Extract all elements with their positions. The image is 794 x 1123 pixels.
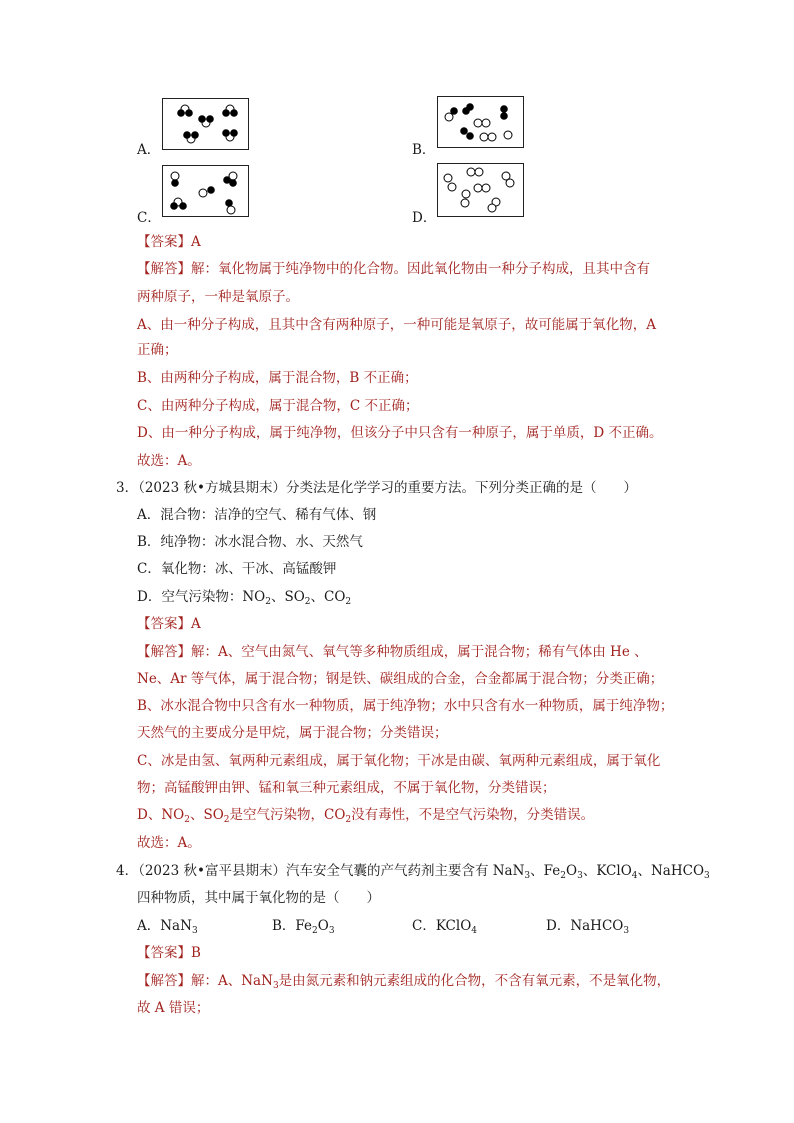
molecule-diagram-b (438, 97, 523, 147)
molecule-diagram-d (438, 164, 523, 216)
q3-analysis-line-6: 物；高锰酸钾由钾、锰和氧三种元素组成，不属于氧化物，分类错误； (137, 780, 556, 796)
molecule-diagram-a (163, 99, 248, 149)
q3-stem: 3．（2023 秋•方城县期末）分类法是化学学习的重要方法。下列分类正确的是（ ） (116, 480, 637, 496)
q3-analysis-line-7: D、$NO_2$、$SO_2$是空气污染物，$CO_2$没有毒性，不是空气污染物，分类错误。 (137, 807, 595, 825)
option-a-label: A． (137, 142, 161, 158)
option-d-label: D． (412, 210, 437, 226)
analysis-tag: 【解答】 (137, 973, 191, 989)
q3-analysis-line-1: 【解答】解：A、空气由氮气、氧气等多种物质组成，属于混合物；稀有气体由 He 、 (137, 644, 648, 660)
q3-option-d: D．空气污染物：$NO_2$、$SO_2$、$CO_2$ (137, 589, 352, 607)
q2-analysis-line-5: B、由两种分子构成，属于混合物，B 不正确； (137, 370, 418, 386)
option-d-diagram (437, 163, 524, 217)
analysis-tag: 【解答】 (137, 261, 191, 277)
analysis-tag: 【解答】 (137, 644, 191, 660)
answer-value: B (191, 945, 201, 961)
q4-option-b: B．$Fe_2O_3$ (272, 918, 335, 936)
q2-analysis-final: 故选：A。 (137, 453, 201, 469)
answer-tag: 【答案】 (137, 945, 191, 961)
q2-analysis-line-6: C、由两种分子构成，属于混合物，C 不正确； (137, 398, 419, 414)
q2-analysis-line-1: 【解答】解：氧化物属于纯净物中的化合物。因此氧化物由一种分子构成，且其中含有 (137, 261, 650, 277)
q4-option-d: D．NaHCO$_3$ (546, 918, 630, 936)
q4-stem-line-2: 四种物质，其中属于氧化物的是（ ） (137, 890, 380, 906)
q3-analysis-line-4: 天然气的主要成分是甲烷，属于混合物；分类错误； (137, 725, 448, 741)
q3-answer (137, 615, 201, 633)
q3-analysis-line-3: B、冰水混合物中只含有水一种物质，属于纯净物；水中只含有水一种物质，属于纯净物； (137, 698, 674, 714)
q2-answer (137, 233, 201, 251)
option-c-diagram (162, 165, 249, 217)
q3-analysis-final: 故选：A。 (137, 835, 201, 851)
q3-option-b: B．纯净物：冰水混合物、水、天然气 (137, 534, 363, 550)
answer-value: A (191, 616, 201, 632)
option-c-label: C． (137, 210, 161, 226)
q2-analysis-line-4: 正确； (137, 342, 178, 358)
q4-option-c: C．KClO$_4$ (412, 918, 478, 936)
answer-tag: 【答案】 (137, 616, 191, 632)
q4-analysis-line-2: 故 A 错误； (137, 1000, 210, 1016)
answer-value: A (191, 234, 201, 250)
q4-stem-line-1: 4．（2023 秋•富平县期末）汽车安全气囊的产气药剂主要含有 NaN$_3$、$Fe_2O_3$、KClO$_4$、NaHCO$_3$ (116, 863, 710, 881)
q3-analysis-line-5: C、冰是由氢、氧两种元素组成，属于氧化物；干冰是由碳、氧两种元素组成，属于氧化 (137, 753, 661, 769)
q2-analysis-line-3: A、由一种分子构成，且其中含有两种原子，一种可能是氧原子，故可能属于氧化物，A (137, 317, 656, 333)
option-b-diagram (437, 96, 524, 148)
option-a-diagram (162, 98, 249, 150)
q3-analysis-line-2: Ne、Ar 等气体，属于混合物；钢是铁、碳组成的合金，合金都属于混合物；分类正确； (137, 671, 664, 687)
q4-analysis-line-1: 【解答】解：A、NaN$_3$是由氮元素和钠元素组成的化合物，不含有氧元素，不是氧化物， (137, 973, 671, 991)
q3-option-a: A．混合物：洁净的空气、稀有气体、钢 (137, 507, 377, 523)
q2-analysis-line-7: D、由一种分子构成，属于纯净物，但该分子中只含有一种原子，属于单质，D 不正确。 (137, 425, 663, 441)
q2-analysis-line-2: 两种原子，一种是氧原子。 (137, 289, 299, 305)
q4-answer (137, 944, 201, 962)
q4-option-a: A．NaN$_3$ (137, 918, 198, 936)
q3-option-c: C．氧化物：冰、干冰、高锰酸钾 (137, 561, 337, 577)
molecule-diagram-c (163, 166, 248, 216)
answer-tag: 【答案】 (137, 234, 191, 250)
option-b-label: B． (412, 142, 436, 158)
